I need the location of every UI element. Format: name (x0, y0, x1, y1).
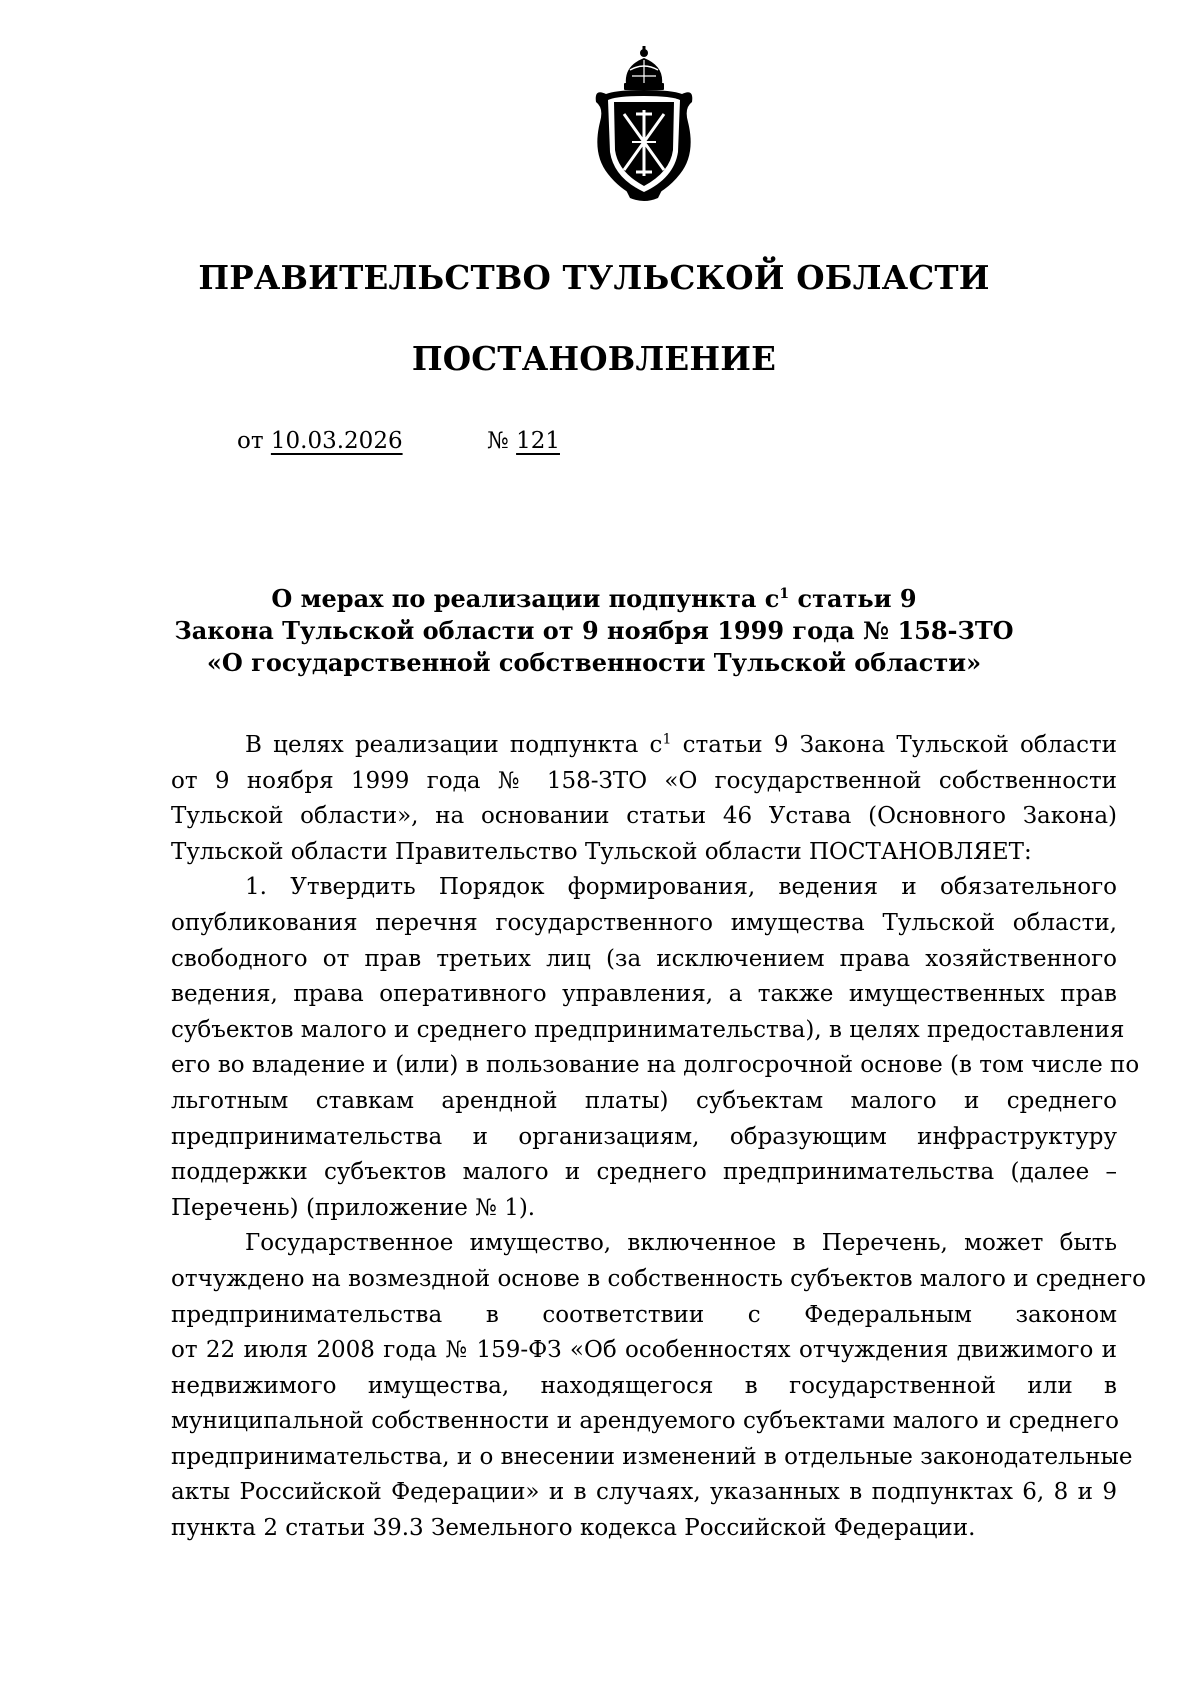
body-line: опубликования перечня государственного имущества Тульской области, (171, 909, 1117, 936)
body-line: от 22 июля 2008 года № 159-ФЗ «Об особенностях отчуждения движимого и (171, 1337, 1117, 1364)
title-line: О мерах по реализации подпункта $с^1$ статьи 9 (271, 584, 917, 613)
body-line: предпринимательства, и о внесении изменений в отдельные законодательные (171, 1443, 1133, 1470)
tula-coat-of-arms-icon (586, 44, 702, 204)
number-prefix: № (487, 428, 509, 454)
document-type: ПОСТАНОВЛЕНИЕ (411, 339, 777, 378)
body-line: от 9 ноября 1999 года № 158-ЗТО «О государственной собственности (171, 767, 1117, 794)
body-line: Перечень) (приложение № 1). (171, 1194, 536, 1221)
body-line: предпринимательства и организациям, образующим инфраструктуру (171, 1123, 1117, 1150)
body-line: его во владение и (или) в пользование на долгосрочной основе (в том числе по (171, 1052, 1140, 1079)
body-line: Тульской области», на основании статьи 46 Устава (Основного Закона) (171, 803, 1117, 830)
body-line: пункта 2 статьи 39.3 Земельного кодекса Российской Федерации. (171, 1515, 976, 1542)
body-line: свободного от прав третьих лиц (за исключением права хозяйственного (171, 945, 1117, 972)
organization-name: ПРАВИТЕЛЬСТВО ТУЛЬСКОЙ ОБЛАСТИ (198, 258, 990, 297)
body-line: недвижимого имущества, находящегося в государственной или в (171, 1372, 1117, 1399)
body-line: Государственное имущество, включенное в Перечень, может быть (245, 1230, 1117, 1257)
document-title (0, 583, 1188, 679)
date-line (237, 428, 403, 454)
body-line: 1. Утвердить Порядок формирования, ведения и обязательного (245, 874, 1117, 901)
body-line: ведения, права оперативного управления, а также имущественных прав (171, 981, 1117, 1008)
title-line: Закона Тульской области от 9 ноября 1999 года № 158-ЗТО (174, 616, 1014, 645)
body-line: поддержки субъектов малого и среднего предпринимательства (далее – (171, 1159, 1117, 1186)
document-date: 10.03.2026 (270, 428, 403, 454)
body-line: льготным ставкам арендной платы) субъектам малого и среднего (171, 1087, 1117, 1114)
body-line: акты Российской Федерации» и в случаях, указанных в подпунктах 6, 8 и 9 (171, 1479, 1117, 1506)
body-line: предпринимательства в соответствии с Федеральным законом (171, 1301, 1117, 1328)
date-prefix: от (237, 428, 264, 454)
document-body (171, 728, 1147, 1547)
body-line: муниципальной собственности и арендуемого субъектами малого и среднего (171, 1408, 1119, 1435)
body-line: Тульской области Правительство Тульской области ПОСТАНОВЛЯЕТ: (171, 838, 1032, 865)
body-line: В целях реализации подпункта $с^1$ статьи 9 Закона Тульской области (245, 731, 1118, 758)
document-number: 121 (516, 428, 560, 454)
number-line (487, 428, 560, 454)
title-line: «О государственной собственности Тульской области» (206, 648, 982, 677)
body-line: субъектов малого и среднего предпринимательства), в целях предоставления (171, 1016, 1125, 1043)
body-line: отчуждено на возмездной основе в собственность субъектов малого и среднего (171, 1265, 1147, 1292)
